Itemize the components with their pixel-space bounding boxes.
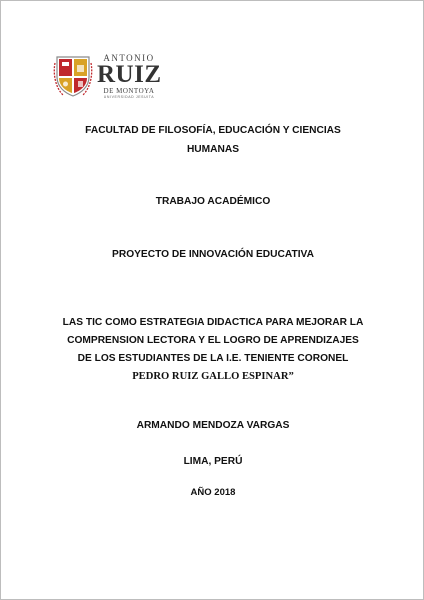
university-logo bbox=[53, 53, 163, 103]
faculty-line-1: FACULTAD DE FILOSOFÍA, EDUCACIÓN Y CIENCIAS bbox=[85, 125, 341, 136]
faculty-line-2: HUMANAS bbox=[186, 144, 240, 155]
shield-icon bbox=[53, 53, 93, 99]
title-line-3: DE LOS ESTUDIANTES DE LA I.E. TENIENTE CORONEL bbox=[77, 353, 349, 364]
year: AÑO 2018 bbox=[190, 487, 236, 498]
project-type: PROYECTO DE INNOVACIÓN EDUCATIVA bbox=[112, 249, 314, 260]
title-line-4: PEDRO RUIZ GALLO ESPINAR” bbox=[132, 371, 294, 382]
logo-text-sub: DE MONTOYA bbox=[103, 87, 155, 95]
title-line-2: COMPRENSION LECTORA Y EL LOGRO DE APRENDIZAJES bbox=[67, 335, 359, 346]
title-line-1: LAS TIC COMO ESTRATEGIA DIDACTICA PARA MEJORAR LA bbox=[62, 317, 364, 328]
city: LIMA, PERÚ bbox=[183, 456, 243, 467]
author-name: ARMANDO MENDOZA VARGAS bbox=[136, 420, 290, 431]
work-type: TRABAJO ACADÉMICO bbox=[155, 196, 271, 207]
logo-text-top: ANTONIO bbox=[103, 53, 155, 63]
logo-text-tiny: UNIVERSIDAD JESUITA bbox=[103, 95, 155, 99]
logo-text-main: RUIZ bbox=[97, 61, 162, 88]
